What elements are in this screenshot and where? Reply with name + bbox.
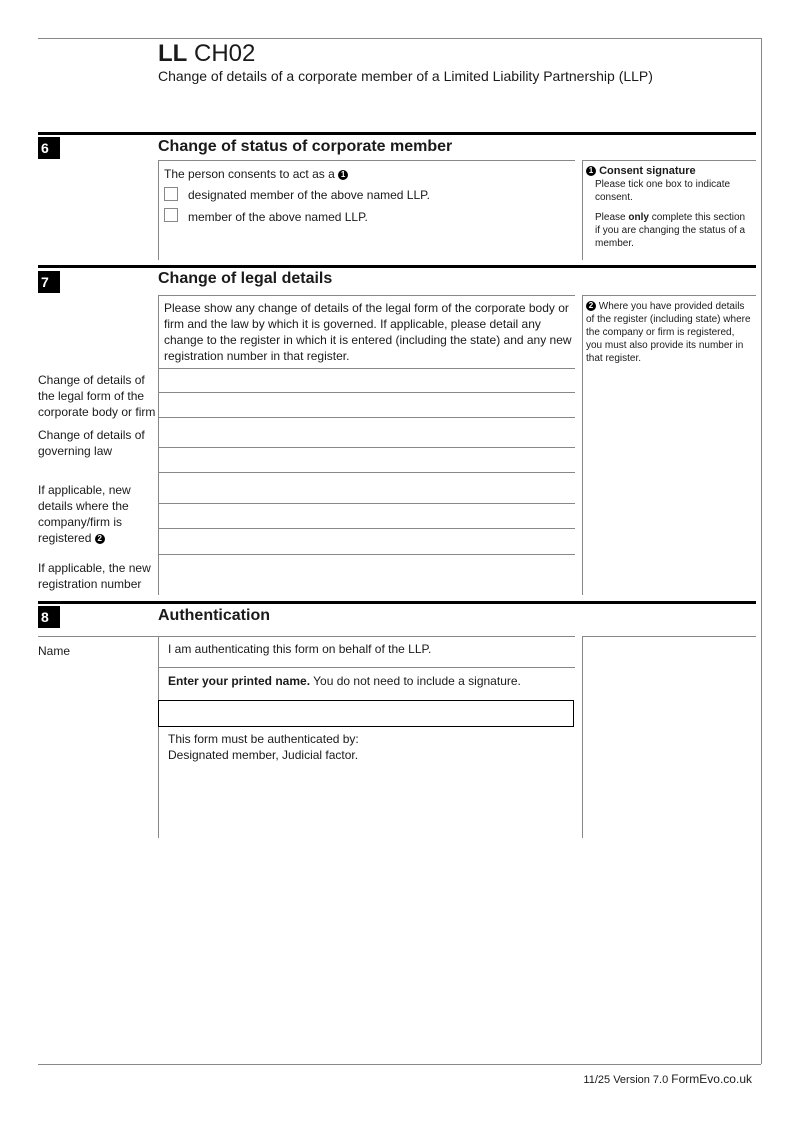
- section8-note-rule: [582, 636, 756, 637]
- side-note-marker-1: 1: [586, 166, 596, 176]
- section6-rule: [38, 132, 756, 135]
- registered-where-input-3[interactable]: [158, 530, 575, 555]
- footer: [583, 1072, 752, 1086]
- designated-member-label: designated member of the above named LLP.: [188, 188, 430, 202]
- right-border: [761, 38, 762, 1064]
- consent-note-heading: Consent signature: [599, 165, 696, 177]
- registered-where-input-1[interactable]: [158, 479, 575, 504]
- governing-law-label: Change of details of governing law: [38, 428, 145, 458]
- legal-form-label: Change of details of the legal form of the corporate body or firm: [38, 373, 156, 419]
- section8-title: Authentication: [158, 607, 270, 624]
- consent-note-text2: Please only complete this section if you are changing the status of a member.: [595, 212, 746, 249]
- section8-content-rule: [38, 636, 575, 637]
- form-code-bold: LL: [158, 40, 188, 67]
- printed-name-input[interactable]: [158, 700, 574, 727]
- authentication-statement: I am authenticating this form on behalf of the LLP.: [168, 642, 432, 656]
- member-checkbox[interactable]: [164, 208, 178, 222]
- form-code: [158, 40, 255, 68]
- consent-note-text1: Please tick one box to indicate consent.: [595, 179, 731, 203]
- section8-note-border: [582, 636, 583, 838]
- statement-rule: [158, 667, 575, 668]
- note-marker-1: 1: [338, 170, 348, 180]
- designated-member-checkbox[interactable]: [164, 187, 178, 201]
- form-title: Change of details of a corporate member of a Limited Liability Partnership (LLP): [158, 68, 653, 84]
- section6-left-border: [158, 160, 159, 260]
- authenticated-by-line1: This form must be authenticated by:: [168, 732, 359, 746]
- brand-text: FormEvo.co.uk: [671, 1072, 752, 1086]
- enter-name-instruction: Enter your printed name. You do not need to include a signature.: [168, 674, 521, 688]
- section6-note-border: [582, 160, 583, 260]
- member-label: member of the above named LLP.: [188, 210, 368, 224]
- consent-side-note: [586, 165, 751, 250]
- section6-title: Change of status of corporate member: [158, 138, 453, 155]
- registered-where-label: [38, 482, 150, 546]
- consent-prompt: [164, 166, 348, 182]
- legal-form-input-2[interactable]: [158, 393, 575, 418]
- section6-note-rule: [582, 160, 756, 161]
- section8-rule: [38, 601, 756, 604]
- register-side-note: [586, 300, 753, 365]
- consent-prompt-text: The person consents to act as a: [164, 167, 335, 181]
- section7-note-border: [582, 295, 583, 595]
- registered-where-label-text: If applicable, new details where the company/firm is registered: [38, 483, 131, 545]
- section7-number: 7: [38, 271, 60, 293]
- registration-number-input[interactable]: [158, 555, 575, 579]
- registered-where-input-2[interactable]: [158, 504, 575, 529]
- authenticated-by-line2: Designated member, Judicial factor.: [168, 748, 359, 762]
- section7-intro: Please show any change of details of the legal form of the corporate body or firm and the law by which it is governed. If applicable, please detail any change to the register in which it is entered (including the state) and any new registration number in that register.: [164, 301, 572, 363]
- section8-number: 8: [38, 606, 60, 628]
- register-note-text: Where you have provided details of the register (including state) where the company or firm is registered, you must also provide its number in that register.: [586, 301, 751, 364]
- top-rule: [38, 38, 761, 39]
- section6-number: 6: [38, 137, 60, 159]
- legal-form-input-1[interactable]: [158, 368, 575, 393]
- governing-law-input-1[interactable]: [158, 423, 575, 448]
- section7-rule: [38, 265, 756, 268]
- authenticated-by-note: [168, 731, 359, 763]
- section7-content-rule: [158, 295, 575, 296]
- bottom-rule: [38, 1064, 761, 1065]
- form-code-number: CH02: [194, 40, 256, 67]
- version-text: 11/25 Version 7.0: [583, 1074, 669, 1086]
- registration-number-label: If applicable, the new registration number: [38, 561, 151, 591]
- side-note-marker-2: 2: [586, 301, 596, 311]
- name-label: Name: [38, 644, 71, 658]
- section7-note-rule: [582, 295, 756, 296]
- governing-law-input-2[interactable]: [158, 448, 575, 473]
- note-marker-2: 2: [95, 534, 105, 544]
- section7-title: Change of legal details: [158, 270, 333, 287]
- section6-content-rule: [158, 160, 575, 161]
